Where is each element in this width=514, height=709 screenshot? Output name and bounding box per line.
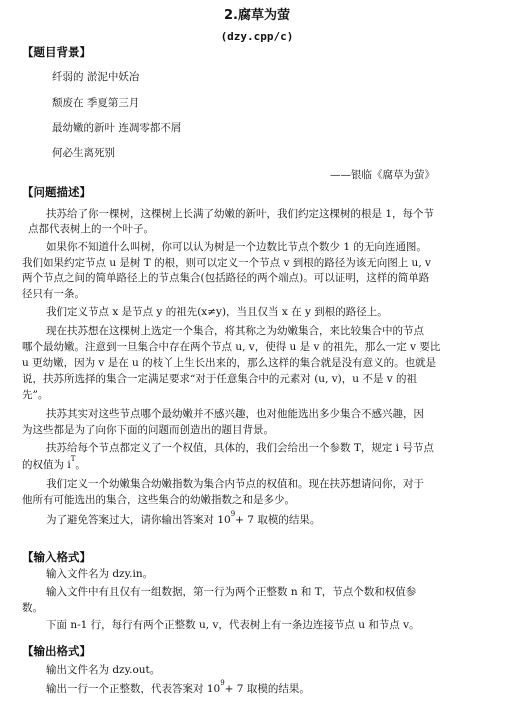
file-name: (dzy.cpp/c)	[220, 30, 294, 43]
period: 。	[75, 459, 86, 471]
exponent-9: 9	[230, 510, 236, 518]
description-line: 说，扶苏所选择的集合一定满足要求“对于任意集合中的元素对 (u, v)，u 不是 v 的祖	[22, 373, 417, 385]
output-heading: 【输出格式】	[22, 644, 91, 658]
description-line: 哪个最幼嫩。注意到一旦集合中存在两个节点 u, v，使得 u 是 v 的祖先，那么一定 v 要比	[22, 341, 441, 353]
background-heading: 【题目背景】	[22, 45, 91, 59]
exponent-T: T	[70, 455, 76, 463]
description-line: 我们定义节点 x 是节点 y 的祖先(x≠y)，当且仅当 x 在 y 到根的路径上。	[46, 306, 388, 318]
weight-text: 的权值为 i	[22, 459, 71, 471]
poem-line: 颓废在 季夏第三月	[52, 97, 140, 109]
description-line	[22, 457, 86, 472]
input-line: 输入文件中有且仅有一组数据，第一行为两个正整数 n 和 T，节点个数和权值参	[46, 586, 417, 598]
description-line: 扶苏给了你一棵树，这棵树上长满了幼嫩的新叶，我们约定这棵树的根是 1，每个节	[46, 208, 435, 220]
description-line: 扶苏给每个节点都定义了一个权值，具体的，我们会给出一个参数 T，规定 i 号节点	[46, 442, 434, 454]
description-line: u 更幼嫩，因为 v 是在 u 的枝丫上生长出来的，那么这样的集合就是没有意义的。也就是	[22, 357, 437, 369]
output-modulo-end: + 7 取模的结果。	[224, 683, 310, 695]
description-line: 我们定义一个幼嫩集合幼嫩指数为集合内节点的权值和。现在扶苏想请问你，对于	[46, 478, 424, 490]
description-line: 如果你不知道什么叫树，你可以认为树是一个边数比节点个数少 1 的无向连通图。	[46, 241, 427, 253]
exponent-9: 9	[220, 679, 225, 687]
description-line: 现在扶苏想在这棵树上选定一个集合，将其称之为幼嫩集合，来比较集合中的节点	[46, 325, 424, 337]
description-heading: 【问题描述】	[22, 185, 91, 199]
description-line	[46, 512, 320, 527]
poem-line: 何必生离死别	[52, 147, 115, 159]
description-line: 扶苏其实对这些节点哪个最幼嫩并不感兴趣，也对他能选出多少集合不感兴趣，因	[46, 408, 424, 420]
poem-attribution: ——银临《腐草为萤》	[330, 169, 435, 181]
poem-line: 纤弱的 淤泥中妖冶	[52, 71, 140, 83]
description-line: 先”。	[22, 389, 49, 401]
description-line: 我们如果约定节点 u 是树 T 的根，则可以定义一个节点 v 到根的路径为该无向图上 u, v	[22, 257, 431, 269]
output-line: 输出文件名为 dzy.out。	[46, 664, 161, 676]
poem-line: 最幼嫩的新叶 连凋零都不屑	[52, 122, 182, 134]
output-modulo-text: 输出一行一个正整数，代表答案对 10	[46, 683, 221, 695]
description-line: 两个节点之间的简单路径上的节点集合(包括路径的两个端点)。可以证明，这样的简单路	[22, 272, 430, 284]
problem-title: 2.腐草为萤	[224, 8, 290, 23]
input-line: 下面 n-1 行，每行有两个正整数 u, v，代表树上有一条边连接节点 u 和节点 v。	[46, 619, 420, 631]
modulo-text-end: + 7 取模的结果。	[235, 514, 321, 526]
description-line: 径只有一条。	[22, 288, 85, 300]
input-heading: 【输入格式】	[22, 550, 91, 564]
modulo-text: 为了避免答案过大，请你输出答案对 10	[46, 514, 231, 526]
output-line	[46, 681, 310, 696]
input-line: 输入文件名为 dzy.in。	[46, 568, 154, 580]
description-line: 为这些都是为了向你下面的问题而创造出的题目背景。	[22, 424, 274, 436]
description-line: 点都代表树上的一个叶子。	[28, 223, 154, 235]
description-line: 他所有可能选出的集合，这些集合的幼嫩指数之和是多少。	[22, 494, 295, 506]
input-line: 数。	[22, 602, 43, 614]
